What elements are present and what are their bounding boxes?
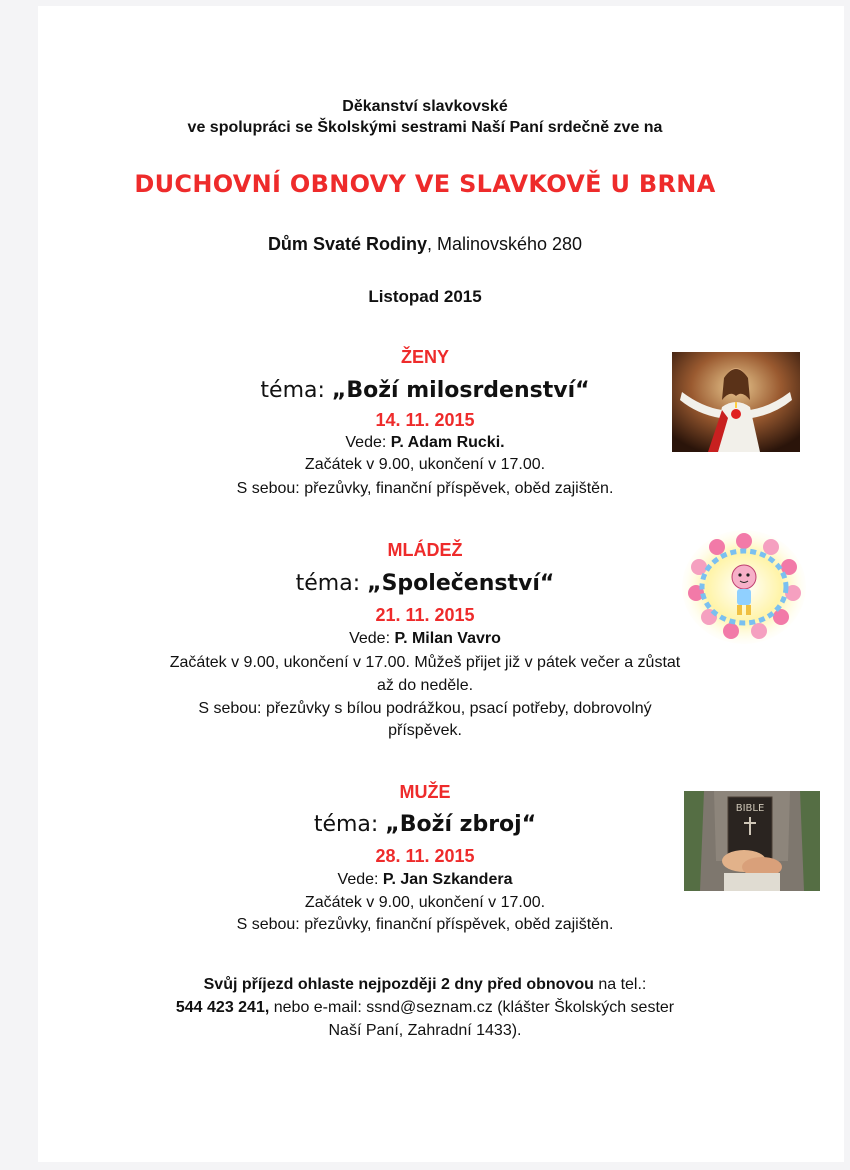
poster-title: DUCHOVNÍ OBNOVY VE SLAVKOVĚ U BRNA: [134, 170, 716, 198]
youth-image: [679, 527, 809, 647]
address-street: , Malinovského 280: [426, 234, 583, 254]
section-youth-time-cont: až do neděle.: [376, 677, 474, 694]
lead-name: P. Jan Szkandera: [382, 871, 513, 888]
theme-prefix: téma:: [260, 378, 332, 403]
address-line: [0, 234, 850, 255]
footer-email-text: nebo e-mail: ssnd@seznam.cz (klášter Školských sester: [269, 999, 675, 1016]
footer-line-2: [0, 998, 850, 1018]
section-youth-title: MLÁDEŽ: [387, 540, 463, 560]
section-women-bring: S sebou: přezůvky, finanční příspěvek, oběd zajištěn.: [236, 480, 614, 497]
section-youth-bring-cont: příspěvek.: [388, 722, 462, 739]
section-youth-bring: S sebou: přezůvky s bílou podrážkou, psací potřeby, dobrovolný: [198, 700, 652, 717]
lead-label: Vede:: [349, 630, 395, 647]
theme-prefix: téma:: [313, 812, 386, 837]
header-line-2: ve spolupráci se Školskými sestrami Naší Paní srdečně zve na: [187, 119, 663, 136]
bible-image: [684, 791, 820, 891]
footer-phone: 544 423 241,: [175, 999, 270, 1016]
section-youth-date: 21. 11. 2015: [375, 605, 475, 625]
jesus-image: [672, 352, 800, 452]
section-men-time: Začátek v 9.00, ukončení v 17.00.: [304, 894, 546, 911]
section-youth-time: Začátek v 9.00, ukončení v 17.00. Můžeš přijet již v pátek večer a zůstat: [169, 654, 681, 671]
footer-line-1: [0, 975, 850, 995]
footer-bold: Svůj příjezd ohlaste nejpozději 2 dny před obnovou: [203, 976, 594, 993]
theme-text: „Boží zbroj“: [385, 812, 537, 837]
lead-label: Vede:: [345, 434, 391, 451]
address-place: Dům Svaté Rodiny: [267, 234, 427, 254]
footer-line-3: Naší Paní, Zahradní 1433).: [328, 1022, 522, 1039]
month-line: Listopad 2015: [368, 287, 482, 306]
section-men-bring: S sebou: přezůvky, finanční příspěvek, oběd zajištěn.: [236, 916, 614, 933]
section-men-date: 28. 11. 2015: [375, 846, 475, 866]
footer-text: na tel.:: [593, 976, 647, 993]
theme-text: „Společenství“: [367, 571, 555, 596]
section-women-time: Začátek v 9.00, ukončení v 17.00.: [304, 456, 546, 473]
section-men-title: MUŽE: [399, 782, 451, 802]
header-line-1: Děkanství slavkovské: [342, 98, 508, 115]
lead-name: P. Milan Vavro: [394, 630, 501, 647]
section-women-date: 14. 11. 2015: [375, 410, 475, 430]
lead-label: Vede:: [337, 871, 383, 888]
header-block: [0, 96, 850, 138]
theme-text: „Boží milosrdenství“: [331, 378, 590, 403]
theme-prefix: téma:: [295, 571, 368, 596]
section-women-title: ŽENY: [400, 347, 449, 367]
lead-name: P. Adam Rucki.: [390, 434, 505, 451]
bible-cover-text: BIBLE: [735, 803, 765, 814]
